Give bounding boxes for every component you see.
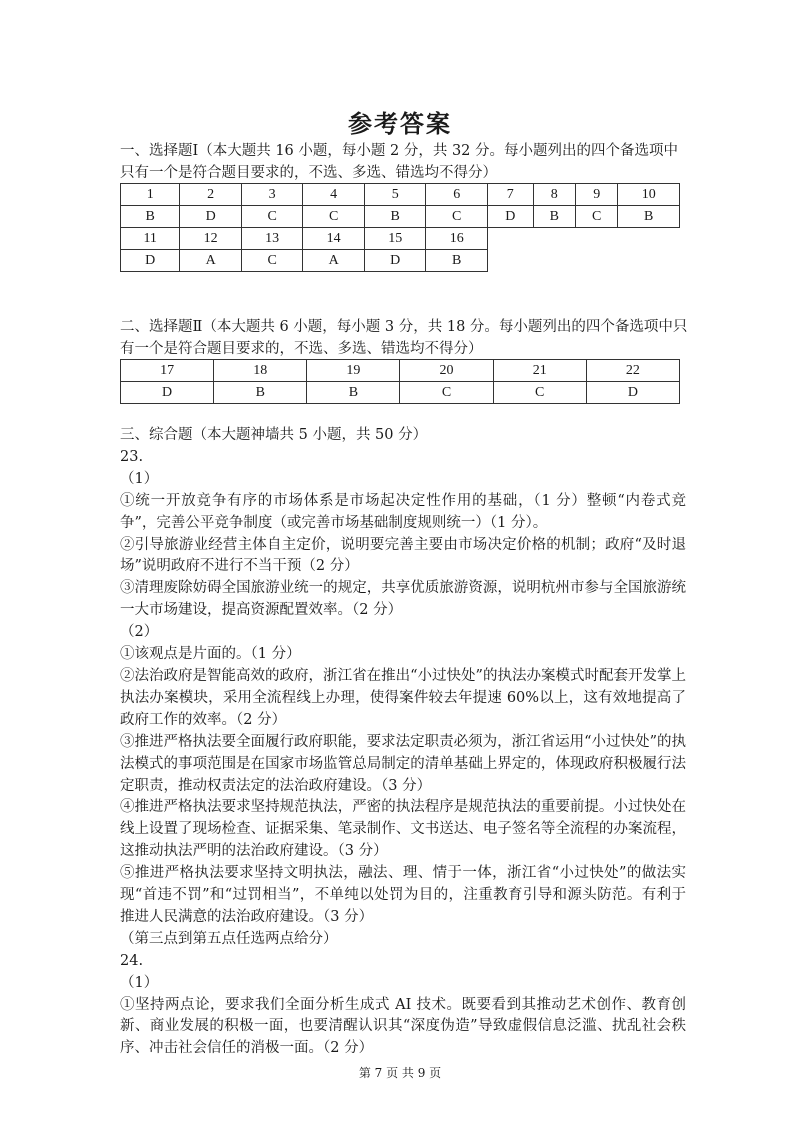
question-number: 13 (241, 228, 303, 250)
question-number: 8 (533, 184, 575, 206)
answer-cell: B (426, 250, 488, 272)
question-number: 10 (618, 184, 680, 206)
section1-answer-table (120, 183, 680, 272)
subquestion-label: （1） (120, 470, 159, 487)
question-number: 19 (307, 360, 400, 382)
table-row (121, 360, 680, 382)
question-number: 7 (487, 184, 533, 206)
answer-cell: C (303, 206, 365, 228)
section3-body (120, 425, 686, 1060)
table-row (121, 206, 680, 228)
answer-paragraph: ②法治政府是智能高效的政府，浙江省在推出“小过快处”的执法办案模式时配套开发掌上执法办案模块，采用全流程线上办理，使得案件较去年提速 60%以上，这有效地提高了政府工作的效率。（2 分） (120, 667, 686, 728)
question-number: 22 (586, 360, 679, 382)
answer-cell: B (121, 206, 180, 228)
question-number: 15 (364, 228, 426, 250)
answer-paragraph: ①统一开放竞争有序的市场体系是市场起决定性作用的基础，（1 分）整顿“内卷式竞争”，完善公平竞争制度（或完善市场基础制度规则统一）（1 分）。 (120, 492, 686, 531)
answer-cell: C (426, 206, 488, 228)
question-number: 9 (576, 184, 618, 206)
answer-cell: D (364, 250, 426, 272)
answer-paragraph: ①该观点是片面的。（1 分） (120, 646, 301, 663)
empty-area (487, 228, 679, 272)
page-title: 参考答案 (348, 109, 452, 138)
answer-paragraph: ⑤推进严格执法要求坚持文明执法，融法、理、情于一体，浙江省“小过快处”的做法实现“首违不罚”和“过罚相当”，不单纯以处罚为目的，注重教育引导和源头防范。有利于推进人民满意的法治政府建设。（3 分） (120, 865, 686, 925)
question-number: 14 (303, 228, 365, 250)
question-number: 20 (400, 360, 493, 382)
subquestion-label: （1） (120, 974, 159, 991)
question-number: 2 (180, 184, 242, 206)
section2-heading: 二、选择题Ⅱ（本大题共 6 小题，每小题 3 分，共 18 分。每小题列出的四个备选项中只有一个是符合题目要求的，不选、多选、错选均不得分） (120, 319, 688, 357)
answer-cell: D (180, 206, 242, 228)
section1-heading: 一、选择题Ⅰ（本大题共 16 小题，每小题 2 分，共 32 分。每小题列出的四个备选项中只有一个是符合题目要求的，不选、多选、错选均不得分） (120, 143, 679, 181)
answer-cell: D (586, 382, 679, 404)
answer-cell: A (303, 250, 365, 272)
answer-paragraph: ③推进严格执法要全面履行政府职能，要求法定职责必须为，浙江省运用“小过快处”的执法模式的事项范围是在国家市场监管总局制定的清单基础上界定的，体现政府积极履行法定职责，推动权责法定的法治政府建设。（3 分） (120, 733, 686, 794)
question-number: 18 (214, 360, 307, 382)
answer-cell: B (364, 206, 426, 228)
subquestion-label: （2） (120, 624, 159, 641)
table-row (121, 382, 680, 404)
answer-paragraph: ③清理废除妨碍全国旅游业统一的规定，共享优质旅游资源，说明杭州市参与全国旅游统一大市场建设，提高资源配置效率。（2 分） (120, 580, 686, 619)
answer-cell: B (618, 206, 680, 228)
section2-answer-table (120, 359, 680, 404)
question-23-label: 23. (120, 448, 144, 465)
answer-cell: C (241, 250, 303, 272)
answer-cell: C (576, 206, 618, 228)
question-number: 3 (241, 184, 303, 206)
question-number: 17 (121, 360, 214, 382)
question-number: 4 (303, 184, 365, 206)
question-number: 16 (426, 228, 488, 250)
answer-cell: C (400, 382, 493, 404)
answer-cell: B (214, 382, 307, 404)
answer-cell: B (533, 206, 575, 228)
answer-cell: D (121, 250, 180, 272)
question-24-label: 24. (120, 952, 144, 969)
answer-paragraph: ④推进严格执法要求坚持规范执法，严密的执法程序是规范执法的重要前提。小过快处在线上设置了现场检查、证据采集、笔录制作、文书送达、电子签名等全流程的办案流程，这推动执法严明的法治政府建设。（3 分） (120, 799, 686, 860)
answer-paragraph: ①坚持两点论，要求我们全面分析生成式 AI 技术。既要看到其推动艺术创作、教育创新、商业发展的积极一面，也要清醒认识其“深度伪造”导致虚假信息泛滥、扰乱社会秩序、冲击社会信任的消极一面。（2 分） (120, 996, 686, 1057)
question-number: 1 (121, 184, 180, 206)
table-row (121, 228, 680, 250)
question-number: 6 (426, 184, 488, 206)
section3-heading: 三、综合题（本大题神墙共 5 小题，共 50 分） (120, 427, 428, 443)
question-number: 5 (364, 184, 426, 206)
answer-cell: D (121, 382, 214, 404)
question-number: 21 (493, 360, 586, 382)
answer-cell: C (241, 206, 303, 228)
table-row (121, 184, 680, 206)
answer-cell: C (493, 382, 586, 404)
answer-paragraph: ②引导旅游业经营主体自主定价，说明要完善主要由市场决定价格的机制；政府“及时退场”说明政府不进行不当干预（2 分） (120, 536, 686, 575)
grading-note: （第三点到第五点任选两点给分） (120, 930, 338, 947)
question-number: 12 (180, 228, 242, 250)
question-number: 11 (121, 228, 180, 250)
answer-cell: B (307, 382, 400, 404)
answer-cell: A (180, 250, 242, 272)
answer-cell: D (487, 206, 533, 228)
page-number: 第 7 页 共 9 页 (358, 1066, 442, 1080)
